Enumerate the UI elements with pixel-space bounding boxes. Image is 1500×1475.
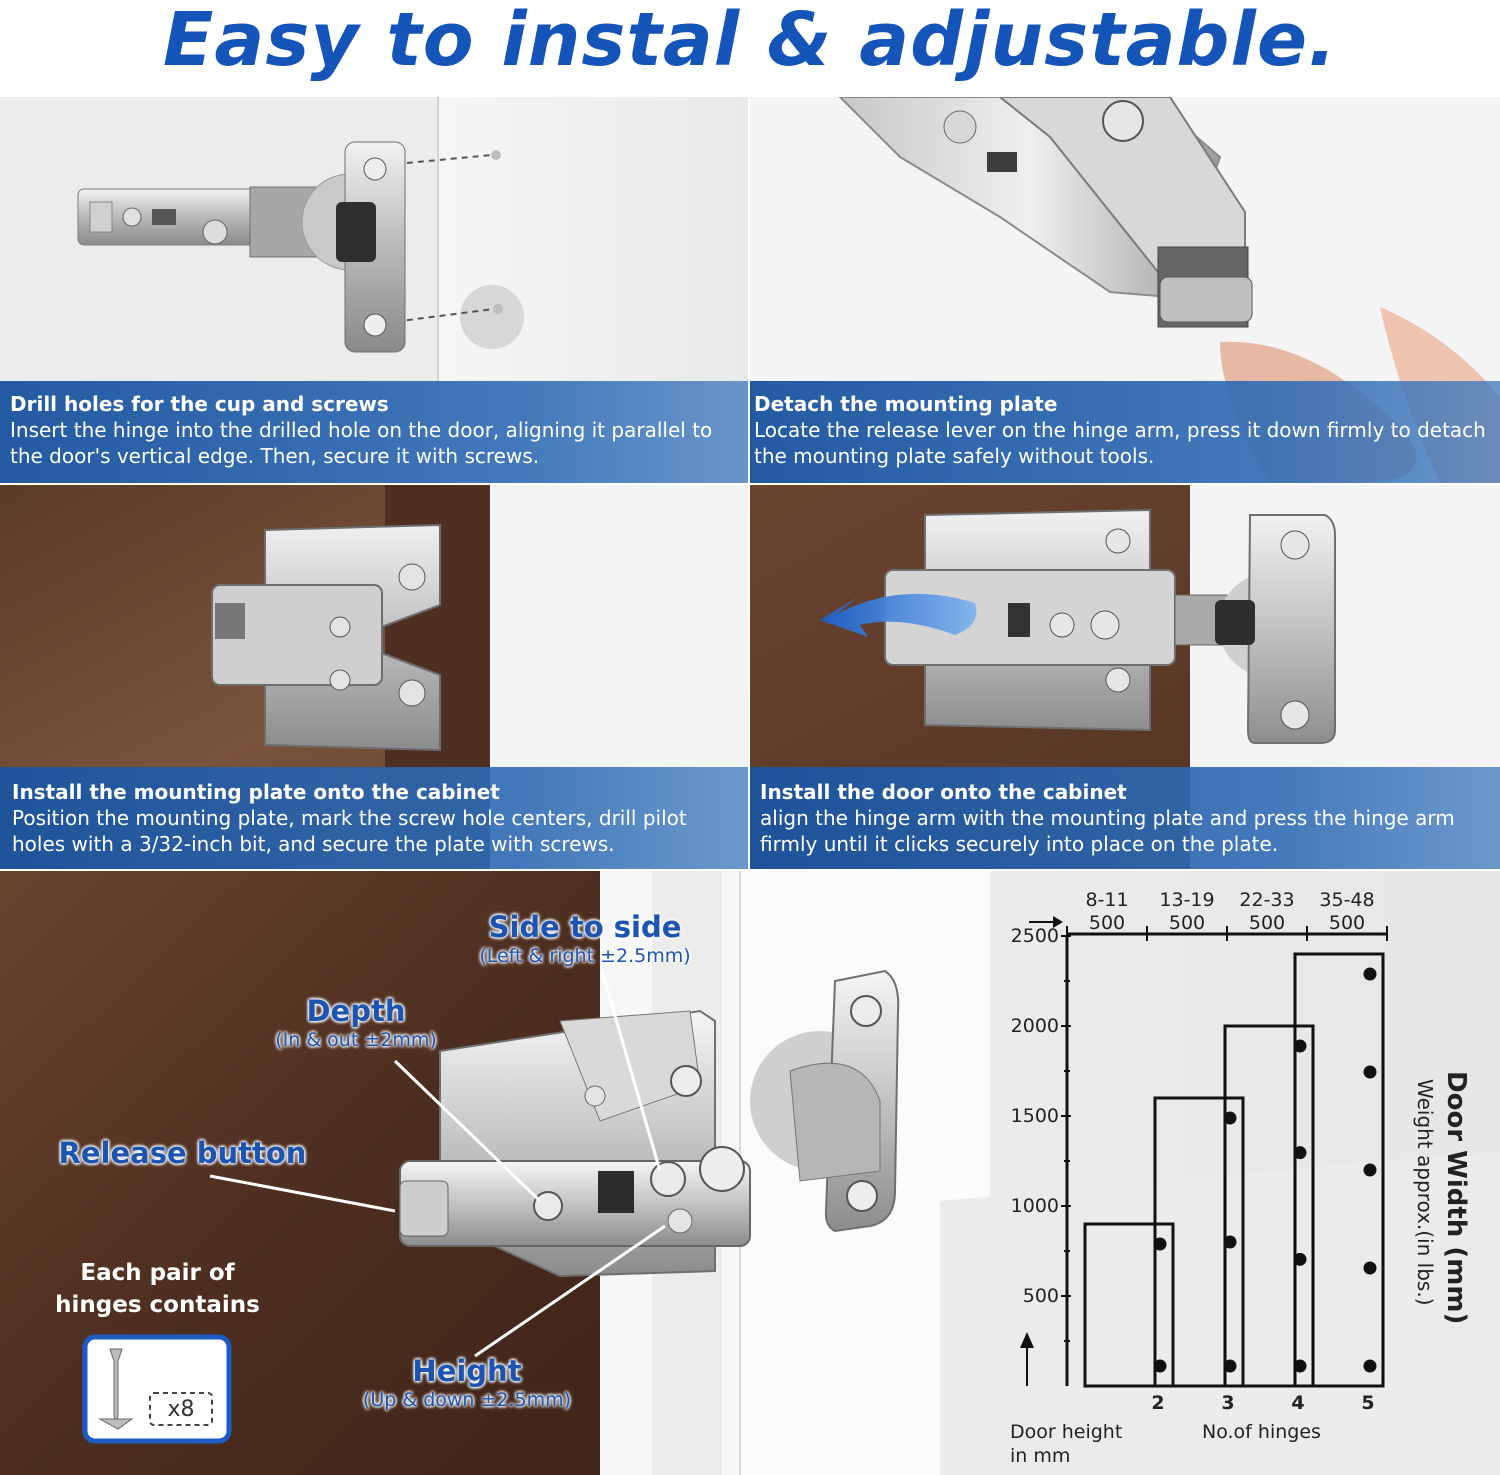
step-4-caption xyxy=(750,767,1500,869)
hinge-dot xyxy=(1364,1262,1377,1275)
hinge-dot xyxy=(1364,1360,1377,1373)
door-height-label: Door height xyxy=(1010,1421,1123,1443)
top-width-label: 500 xyxy=(1168,912,1206,934)
door-height-unit-label: in mm xyxy=(1010,1445,1071,1467)
top-width-label: 500 xyxy=(1328,912,1366,934)
x-axis-label: No.of hinges xyxy=(1202,1421,1321,1443)
step-3-title: Install the mounting plate onto the cabinet xyxy=(12,780,500,804)
step-1-text-line-2: the door's vertical edge. Then, secure it with screws. xyxy=(10,444,540,468)
step-4-text-line-2: firmly until it clicks securely into place on the plate. xyxy=(760,832,1279,856)
top-width-label: 500 xyxy=(1248,912,1286,934)
side-to-side-callout xyxy=(470,909,700,967)
step-2-text-line-2: the mounting plate safely without tools. xyxy=(754,444,1155,468)
screw-count: x8 xyxy=(167,1397,195,1422)
hinge-dot xyxy=(1364,1164,1377,1177)
top-range-label: 8-11 xyxy=(1085,889,1129,911)
hinge-bar xyxy=(1225,1026,1313,1386)
door-width-label: Door Width (mm) xyxy=(1441,1071,1471,1325)
hinge-dot xyxy=(1364,1066,1377,1079)
x-tick-label: 2 xyxy=(1151,1392,1165,1414)
depth-detail: (In & out ±2mm) xyxy=(275,1029,437,1051)
step-3-caption xyxy=(0,767,748,869)
adjustment-panel xyxy=(0,871,1500,1475)
side-to-side-label: Side to side xyxy=(488,910,682,944)
height-label: Height xyxy=(412,1354,522,1388)
y-tick-label: 500 xyxy=(1022,1285,1059,1307)
step-2-title: Detach the mounting plate xyxy=(754,392,1058,416)
step-3-text-line-2: holes with a 3/32-inch bit, and secure the plate with screws. xyxy=(12,832,615,856)
top-width-label: 500 xyxy=(1088,912,1126,934)
step-3-panel xyxy=(0,485,748,869)
release-button-label: Release button xyxy=(58,1136,307,1170)
step-4-title: Install the door onto the cabinet xyxy=(760,780,1127,804)
step-2-text-line-1: Locate the release lever on the hinge arm, press it down firmly to detach xyxy=(754,418,1486,442)
step-3-text-line-1: Position the mounting plate, mark the screw hole centers, drill pilot xyxy=(12,806,687,830)
x-tick-label: 4 xyxy=(1291,1392,1305,1414)
step-4-panel xyxy=(750,485,1500,869)
height-detail: (Up & down ±2.5mm) xyxy=(362,1389,572,1411)
step-2-panel xyxy=(750,97,1500,483)
step-1-panel xyxy=(0,97,748,483)
hinge-chart xyxy=(980,871,1500,1475)
contents-line-1: Each pair of xyxy=(80,1260,235,1286)
door-height-arrow-head xyxy=(1020,1332,1034,1348)
page-title: Easy to instal & adjustable. xyxy=(162,0,1338,83)
release-button-callout xyxy=(55,1135,310,1171)
step-2-caption xyxy=(750,381,1500,483)
top-range-label: 35-48 xyxy=(1319,889,1375,911)
top-range-label: 13-19 xyxy=(1159,889,1215,911)
top-range-label: 22-33 xyxy=(1239,889,1295,911)
height-callout xyxy=(352,1353,582,1411)
y-tick-label: 2500 xyxy=(1010,925,1059,947)
x-tick-label: 3 xyxy=(1221,1392,1235,1414)
hinge-dot xyxy=(1364,968,1377,981)
weight-label: Weight approx.(in lbs.) xyxy=(1413,1079,1437,1306)
depth-label: Depth xyxy=(306,994,406,1028)
depth-callout xyxy=(256,993,456,1051)
step-4-text-line-1: align the hinge arm with the mounting plate and press the hinge arm xyxy=(760,806,1455,830)
side-to-side-detail: (Left & right ±2.5mm) xyxy=(479,945,691,967)
step-1-caption xyxy=(0,381,748,483)
step-1-text-line-1: Insert the hinge into the drilled hole on the door, aligning it parallel to xyxy=(10,418,713,442)
contents-line-2: hinges contains xyxy=(55,1292,260,1318)
x-tick-label: 5 xyxy=(1361,1392,1375,1414)
y-tick-label: 1500 xyxy=(1010,1105,1059,1127)
contents-note xyxy=(40,1257,275,1321)
y-tick-label: 1000 xyxy=(1010,1195,1059,1217)
y-tick-label: 2000 xyxy=(1010,1015,1059,1037)
step-1-title: Drill holes for the cup and screws xyxy=(10,392,389,416)
